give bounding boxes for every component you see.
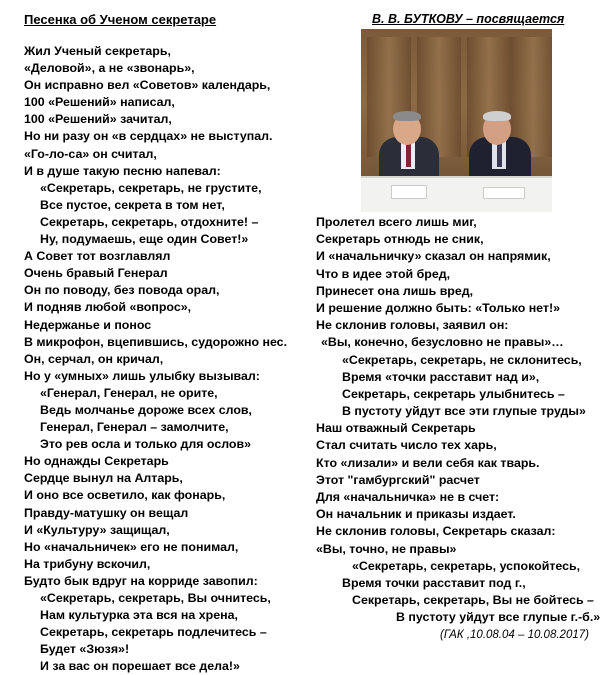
poem-line: Сердце вынул на Алтарь, [24,471,183,486]
poem-line: Кто «лизали» и вели себя как тварь. [316,455,540,470]
poem-line: Секретарь, секретарь подлечитесь – [40,625,267,640]
poem-line: Не склонив головы, заявил он: [316,318,509,333]
poem-line: «Деловой», а не «звонарь», [24,61,195,76]
poem-line: Нам культурка эта вся на хрена, [40,608,238,623]
poem-line: Время «точки расставит над и», [342,369,540,384]
poem-line: Стал считать число тех харь, [316,438,497,453]
poem-left-column [24,43,316,675]
poem-line: Секретарь, секретарь, отдохните! – [40,214,259,229]
poem-line: Очень бравый Генерал [24,266,168,281]
dedication: В. В. БУТКОВУ – посвящается [372,12,565,26]
poem-line: Он начальник и приказы издает. [316,507,516,522]
poem-title: Песенка об Ученом секретаре [24,12,217,27]
poem-line: «Секретарь, секретарь, Вы очнитесь, [40,591,271,605]
poem-line: Секретарь, секретарь, Вы не бойтесь – [352,593,594,608]
poem-line: И «Культуру» защищал, [24,522,170,537]
poem-line: И оно все осветило, как фонарь, [24,488,226,503]
poem-line: Что в идее этой бред, [316,266,451,281]
poem-line: Это рев осла и только для ослов» [40,437,252,452]
poem-line: И решение должно быть: «Только нет!» [316,300,560,315]
poem-line: Для «начальничка» не в счет: [316,490,500,504]
poem-line: Все пустое, секрета в том нет, [40,197,225,212]
poem-line: «Секретарь, секретарь, не грустите, [40,180,262,195]
poem-line: Но у «умных» лишь улыбку вызывал: [24,368,260,383]
poem-line: Ведь молчанье дороже всех слов, [40,402,252,417]
poem-line: Этот "гамбургский" расчет [316,472,480,487]
poem-line: Генерал, Генерал – замолчите, [40,420,229,435]
poem-line: Ну, подумаешь, еще один Совет!» [40,232,249,247]
paper [391,185,427,199]
poem-line: И в душе такую песню напевал: [24,163,221,178]
poem-line: Принесет она лишь вред, [316,283,474,298]
poem-line: Секретарь отнюдь не сник, [316,232,484,247]
paper [483,187,525,199]
poem-line: Жил Ученый секретарь, [24,44,171,58]
poem-line: Пролетел всего лишь миг, [316,215,477,229]
poem-line: Он по поводу, без повода орал, [24,283,220,298]
poem-line: «Вы, конечно, безусловно не правы»… [321,335,564,350]
poem-line: И за вас он порешает все дела!» [40,659,240,674]
poem-line: И «начальничку» сказал он напрямик, [316,249,551,264]
poem-line: Он исправно вел «Советов» календарь, [24,78,271,93]
poem-line: «Секретарь, секретарь, успокойтесь, [352,558,581,573]
signature: (ГАК ,10.08.04 – 10.08.2017) [440,628,589,641]
poem-line: Он, серчал, он кричал, [24,351,164,366]
poem-line: «Вы, точно, не правы» [316,541,457,556]
poem-line: В пустоту уйдут все эти глупые труды» [342,404,586,419]
photo [361,29,552,212]
poem-line: Будто бык вдруг на корриде завопил: [24,573,258,588]
poem-line: В пустоту уйдут все глупые г.-б.» [396,610,601,625]
poem-line: Будет «Зюзя»! [40,642,130,657]
poem-line: Наш отважный Секретарь [316,421,476,436]
poem-line: «Секретарь, секретарь, не склонитесь, [342,352,582,367]
poem-line: Секретарь, секретарь улыбнитесь – [342,386,565,401]
poem-line: 100 «Решений» написал, [24,95,175,110]
poem-line: Но ни разу он «в сердцах» не выступал. [24,129,273,144]
poem-line: На трибуну вскочил, [24,556,151,571]
poem-line: Но «начальничек» его не понимал, [24,539,239,554]
poem-line: И подняв любой «вопрос», [24,300,192,315]
poem-line: Правду-матушку он вещал [24,505,189,520]
poem-line: В микрофон, вцепившись, судорожно нес. [24,334,288,349]
poem-right-column [316,214,616,644]
poem-line: Недержанье и понос [24,317,152,332]
poem-line: «Го-ло-са» он считал, [24,146,157,161]
poem-line: Но однажды Секретарь [24,454,169,469]
poem-line: 100 «Решений» зачитал, [24,112,172,127]
poem-line: Не склонив головы, Секретарь сказал: [316,524,556,539]
poem-line: А Совет тот возглавлял [24,249,171,264]
poem-line: Время точки расставит под г., [342,575,526,590]
poem-line: «Генерал, Генерал, не орите, [40,385,218,400]
